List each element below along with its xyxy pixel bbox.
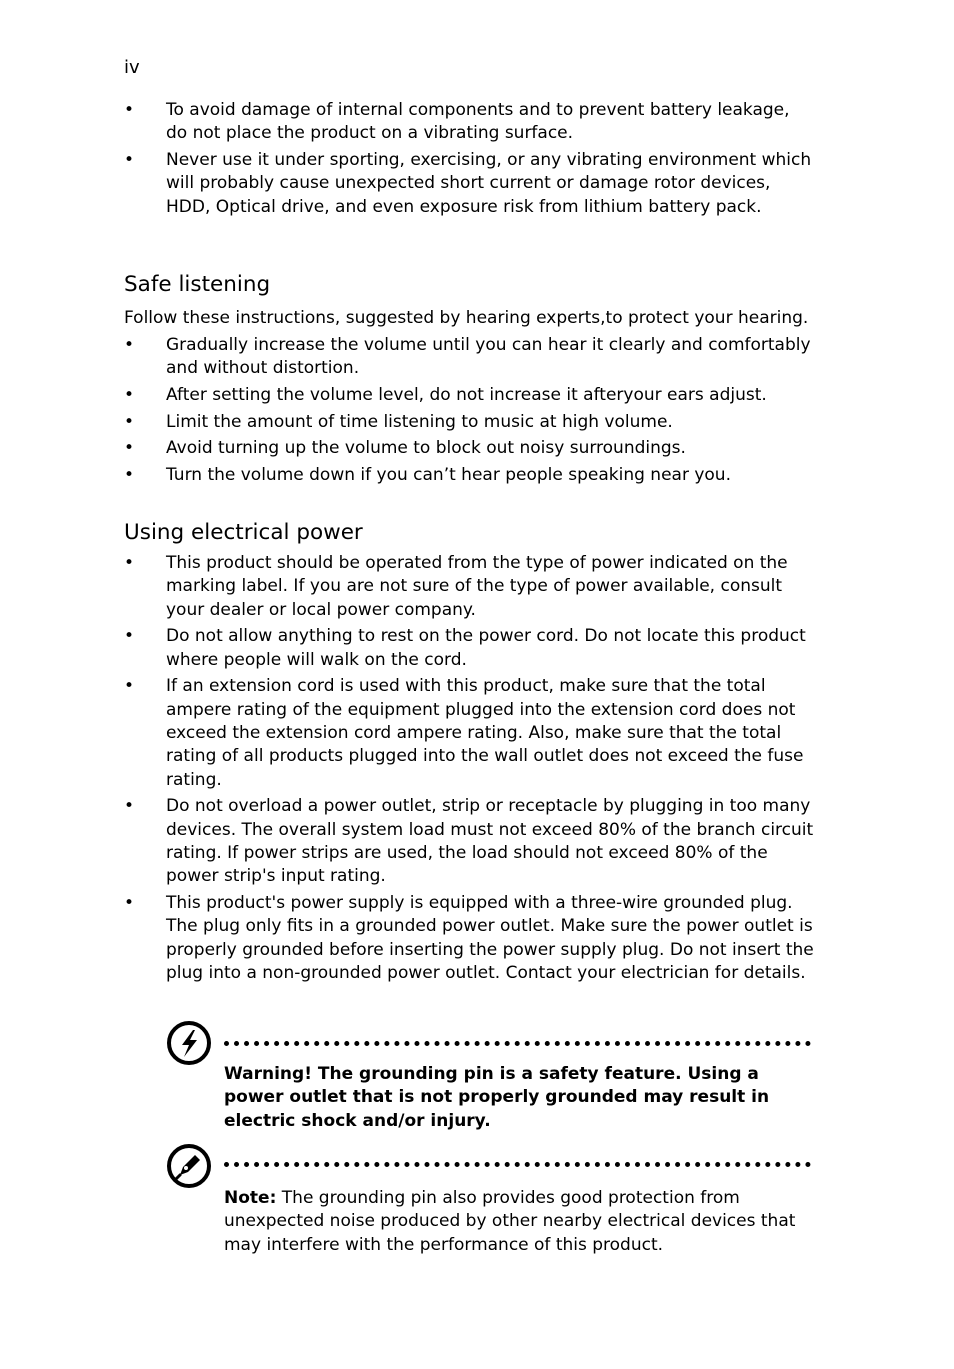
electrical-power-section	[124, 520, 814, 989]
list-item: • After setting the volume level, do not increase it afteryour ears adjust.	[124, 384, 814, 407]
note-pen-icon	[166, 1143, 212, 1189]
list-item: • Do not allow anything to rest on the power cord. Do not locate this product where people will walk on the cord.	[124, 625, 814, 672]
list-item: • If an extension cord is used with this product, make sure that the total ampere rating of the equipment plugged into the extension cord does not exceed the extension cord ampere rating. Also, make sure that the total rating of all products plugged into the wall outlet does not exceed the fuse rating.	[124, 675, 814, 791]
list-item: • Do not overload a power outlet, strip or receptacle by plugging in too many devices. The overall system load must not exceed 80% of the branch circuit rating. If power strips are used, the load should not exceed 80% of the power strip's input rating.	[124, 795, 814, 888]
warning-notice	[166, 1020, 811, 1140]
list-item: • This product's power supply is equipped with a three-wire grounded plug. The plug only fits in a grounded power outlet. Make sure the power outlet is properly grounded before inserting the power supply plug. Do not insert the plug into a non-grounded power outlet. Contact your electrician for details.	[124, 892, 814, 985]
note-text	[224, 1187, 811, 1257]
warning-text: Warning! The grounding pin is a safety feature. Using a power outlet that is not properly grounded may result in electric shock and/or injury.	[224, 1064, 770, 1131]
note-body: The grounding pin also provides good protection from unexpected noise produced by other nearby electrical devices that may interfere with the performance of this product.	[224, 1188, 796, 1255]
note-notice	[166, 1143, 811, 1263]
intro-bullet-list	[124, 99, 814, 222]
divider	[224, 1041, 811, 1046]
list-item: • Turn the volume down if you can’t hear people speaking near you.	[124, 464, 814, 487]
list-item: • Never use it under sporting, exercising, or any vibrating environment which will probably cause unexpected short current or damage rotor devices, HDD, Optical drive, and even exposure risk from lithium battery pack.	[124, 149, 814, 219]
list-item: • Gradually increase the volume until you can hear it clearly and comfortably and without distortion.	[124, 334, 814, 381]
list-item: • Limit the amount of time listening to music at high volume.	[124, 411, 814, 434]
section-heading: Using electrical power	[124, 520, 363, 545]
list-item: • Avoid turning up the volume to block out noisy surroundings.	[124, 437, 814, 460]
list-item: • To avoid damage of internal components and to prevent battery leakage, do not place the product on a vibrating surface.	[124, 99, 814, 146]
list-item: • This product should be operated from the type of power indicated on the marking label. If you are not sure of the type of power available, consult your dealer or local power company.	[124, 552, 814, 622]
section-intro: Follow these instructions, suggested by hearing experts,to protect your hearing.	[124, 308, 809, 328]
note-label: Note:	[224, 1188, 277, 1208]
warning-lightning-icon	[166, 1020, 212, 1066]
section-heading: Safe listening	[124, 272, 271, 297]
divider	[224, 1162, 811, 1167]
page-number: iv	[124, 57, 140, 78]
safe-listening-section	[124, 272, 814, 491]
